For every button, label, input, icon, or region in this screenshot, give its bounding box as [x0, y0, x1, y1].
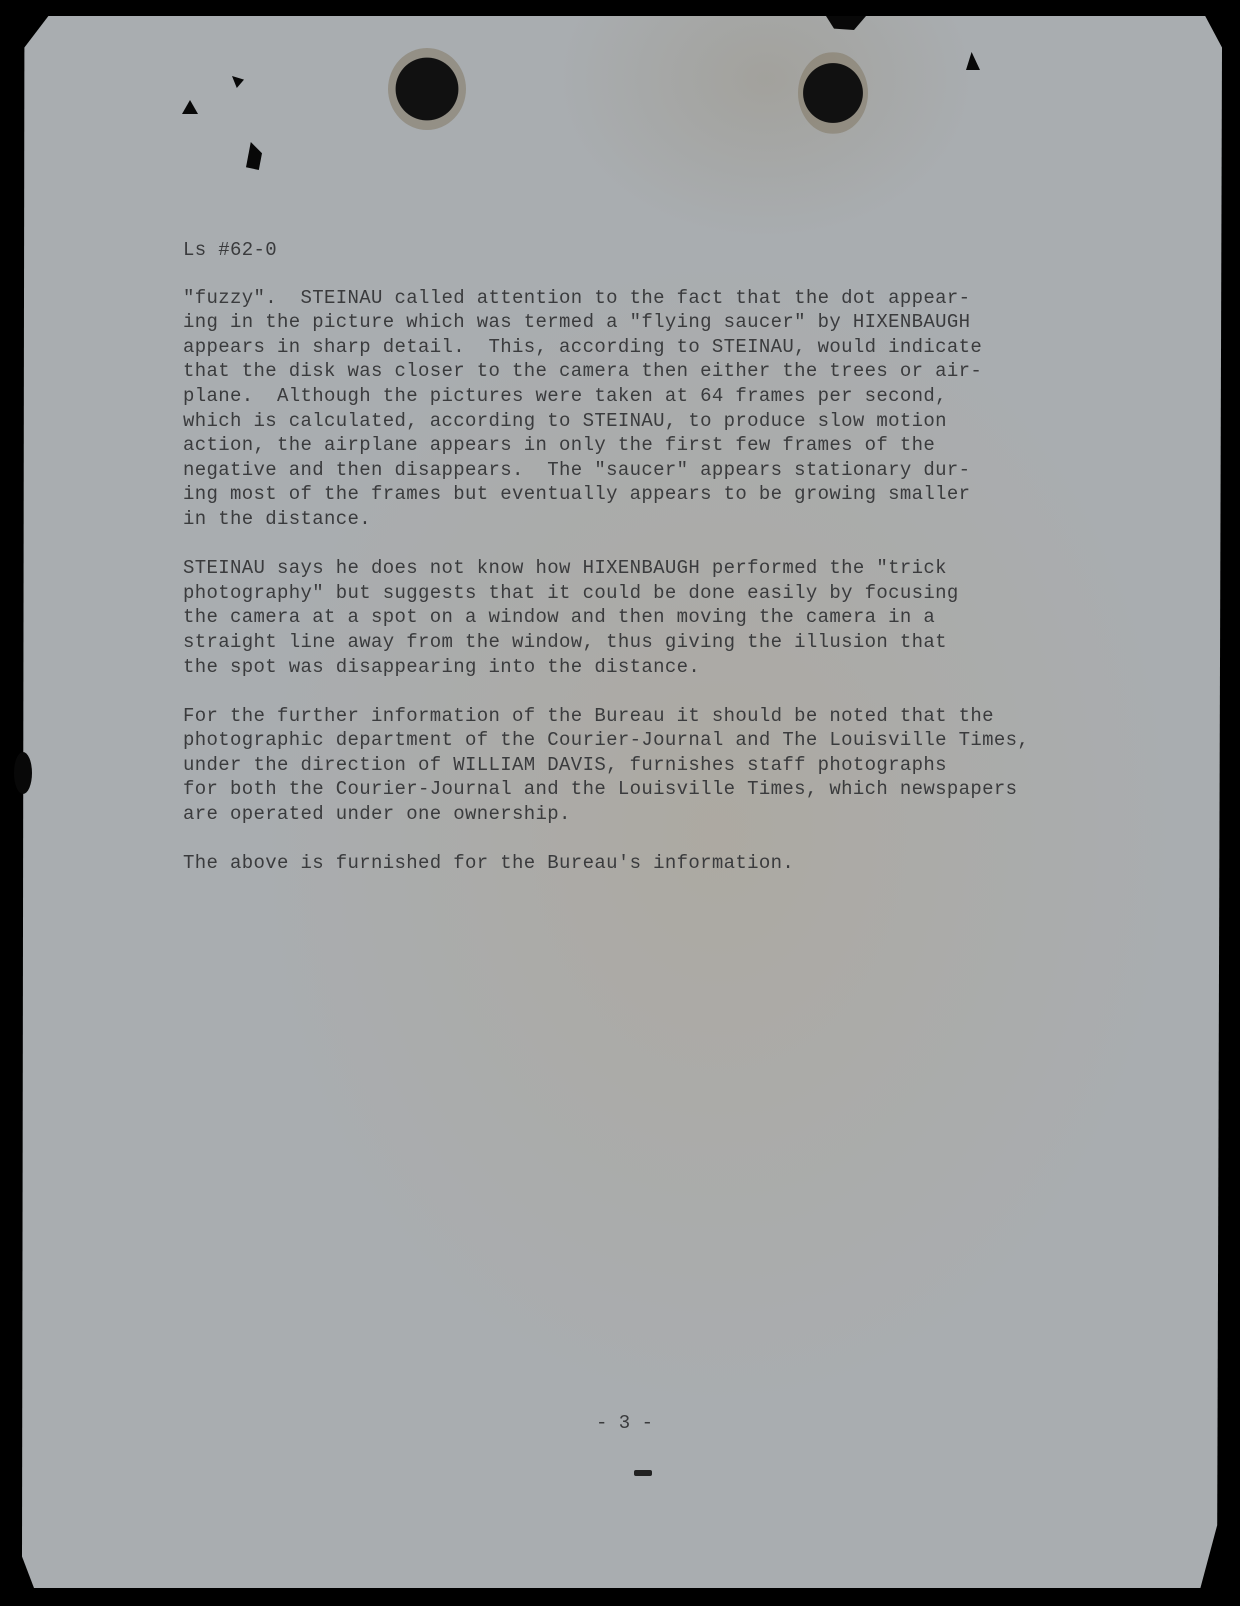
text-line: For the further information of the Bureau it should be noted that the [183, 704, 994, 727]
text-line: "fuzzy". STEINAU called attention to the fact that the dot appear- [183, 286, 971, 309]
paragraph-2 [183, 556, 1083, 679]
punch-hole-right [798, 52, 868, 134]
paper-edge-tear [14, 752, 32, 794]
text-line: for both the Courier-Journal and the Louisville Times, which newspapers [183, 778, 1018, 801]
paragraph-3 [183, 704, 1083, 827]
text-line: the spot was disappearing into the distance. [183, 655, 701, 678]
text-line: STEINAU says he does not know how HIXENBAUGH performed the "trick [183, 557, 947, 580]
text-line: photographic department of the Courier-Journal and The Louisville Times, [183, 729, 1030, 752]
text-line: negative and then disappears. The "saucer" appears stationary dur- [183, 458, 971, 481]
paragraph-1 [183, 286, 1083, 532]
memo-body [183, 238, 1083, 900]
text-line: plane. Although the pictures were taken at 64 frames per second, [183, 384, 947, 407]
text-line: in the distance. [183, 507, 372, 530]
paragraph-4 [183, 851, 1083, 876]
file-reference: Ls #62-0 [183, 239, 278, 261]
text-line: photography" but suggests that it could be done easily by focusing [183, 581, 959, 604]
text-line: under the direction of WILLIAM DAVIS, furnishes staff photographs [183, 753, 947, 776]
page-number: - 3 - [596, 1412, 654, 1434]
text-line: The above is furnished for the Bureau's information. [183, 852, 795, 875]
ink-smudge-mark [634, 1470, 652, 1476]
text-line: which is calculated, according to STEINAU, to produce slow motion [183, 409, 947, 432]
text-line: action, the airplane appears in only the first few frames of the [183, 434, 936, 457]
punch-hole-left [388, 48, 466, 130]
text-line: that the disk was closer to the camera then either the trees or air- [183, 360, 983, 383]
text-line: straight line away from the window, thus giving the illusion that [183, 630, 947, 653]
text-line: ing most of the frames but eventually appears to be growing smaller [183, 483, 971, 506]
text-line: are operated under one ownership. [183, 803, 571, 826]
text-line: ing in the picture which was termed a "flying saucer" by HIXENBAUGH [183, 311, 971, 334]
text-line: the camera at a spot on a window and then moving the camera in a [183, 606, 936, 629]
text-line: appears in sharp detail. This, according to STEINAU, would indicate [183, 335, 983, 358]
